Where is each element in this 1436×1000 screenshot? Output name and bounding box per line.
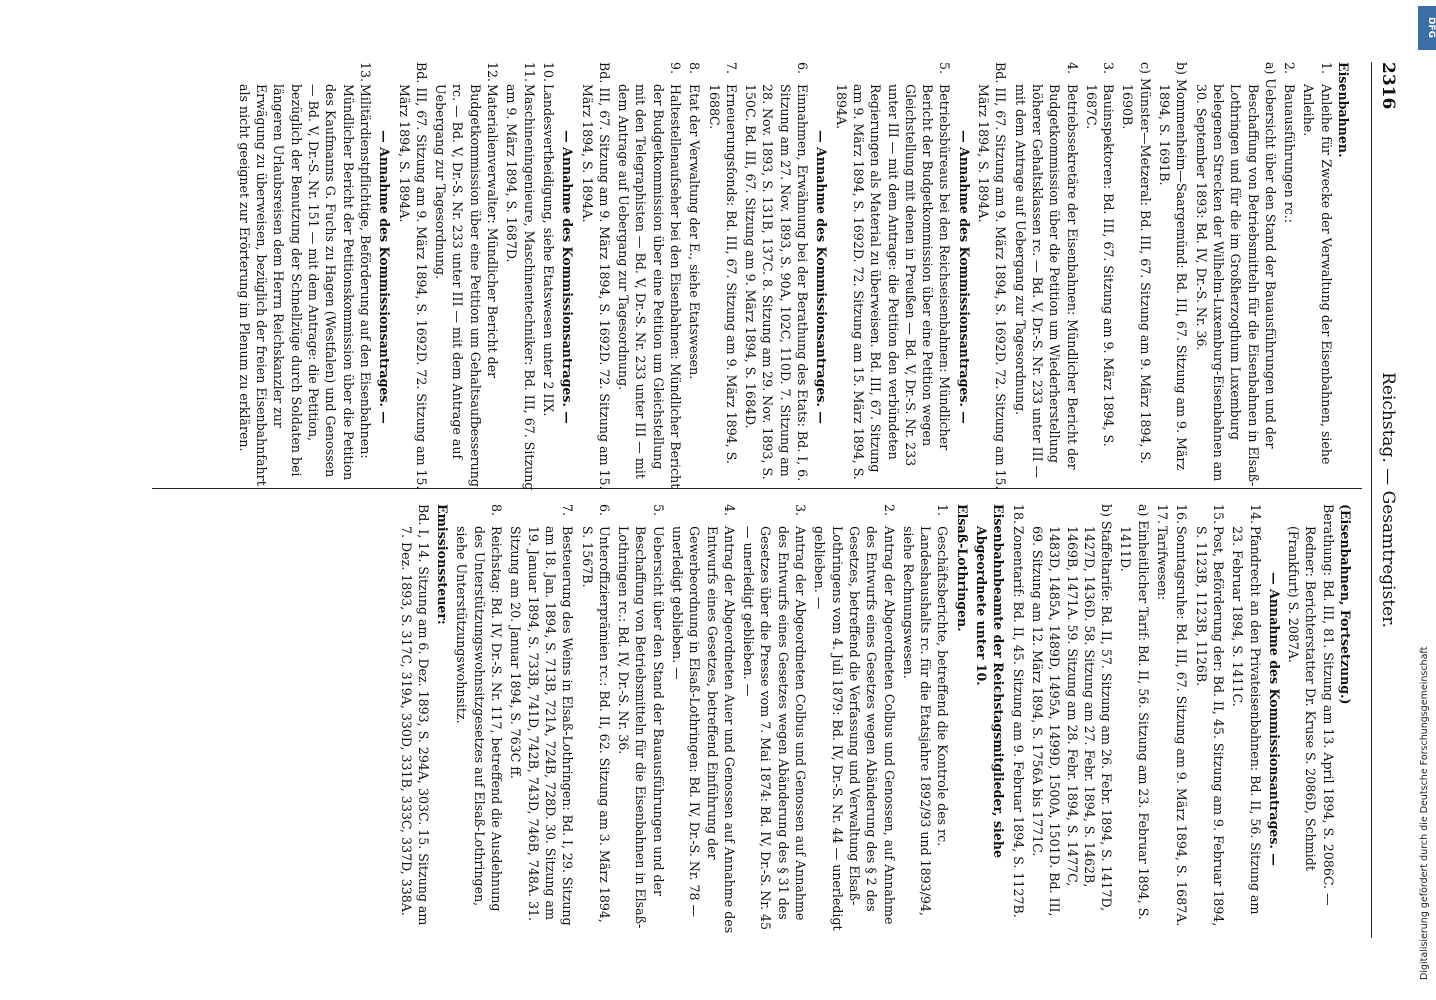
entry-number: 9. (668, 62, 684, 75)
dfg-logo-icon: DFG (1418, 6, 1436, 50)
index-entry (1192, 62, 1278, 492)
index-entry (1154, 504, 1171, 934)
index-entry (1117, 504, 1152, 934)
entry-text: — Annahme des Kommissionsantrages. — (377, 130, 393, 424)
entry-number: 4. (721, 504, 737, 517)
entry-text: — Annahme des Kommissionsantrages. — (560, 130, 576, 424)
entry-text: Etat der Verwaltung der E., siehe Etatswesen. (687, 84, 703, 380)
entry-text: Bd. III, 67. Sitzung am 9. März 1894, S. 1692D. 72. Sitzung am 15. März 1894, S. 1894A. (976, 62, 1009, 490)
entry-text: Betriebsbüreaus bei den Reichseisenbahnen: Mündlicher Bericht der Budgetkommission über eine Petition wegen Gleichstellung mit denen in Preußen — Bd. V, Dr.-S. Nr. 233 unter III — mit dem Antrage: die Petition den verbündeten Regierungen als Material zu überweisen. Bd. III, 67. Sitzung am 9. März 1894, S. 1692D. 72. Sitzung am 15. März 1894, S. 1894A. (833, 84, 953, 480)
entry-number: 10. (540, 62, 556, 83)
entry-number: 17. (1155, 504, 1171, 525)
entry-number: 8. (489, 504, 505, 517)
entry-text: Bd. III, 67. Sitzung am 9. März 1894, S. 1692D. 72. Sitzung am 15. März 1894, S. 1894A. (579, 62, 612, 490)
entry-text: Einnahmen, Erwähnung bei der Berathung des Etats: Bd. I, 6. Sitzung am 27. Nov. 1893, S. 90A, 102C, 110D. 7. Sitzung am 28. Nov. 1893, S. 131B, 137C. 8. Sitzung am 29. Nov. 1893, S. 150C. Bd. III, 67. Sitzung am 9. März 1894, S. 1684D. (743, 84, 811, 482)
index-entry (742, 62, 811, 492)
entry-number: 14. (1247, 504, 1263, 525)
index-entry (559, 62, 576, 492)
digitization-credit: Digitalisierung gefördert durch die Deutsche Forschungsgemeinschaft (1419, 646, 1430, 980)
index-entry (900, 504, 952, 934)
entry-number: 5. (937, 62, 953, 75)
entry-number: 4. (1064, 62, 1080, 75)
index-entry (669, 504, 738, 934)
index-entry (1083, 62, 1118, 492)
entry-number: 2. (1282, 62, 1298, 75)
entry-number: 18. (1010, 504, 1026, 525)
index-entry (578, 62, 613, 492)
entry-text: b) Staffeltarife: Bd. II, 57. Sitzung am 26. Febr. 1894, S. 1417D, 1427D, 1436D. 58. Sitzung am 27. Febr. 1894, S. 1462B, 1469B, 1471A. 59. Sitzung am 28. Febr. 1894, S. 1477C, 1483D, 1485A, 1489D, 1495A, 1499D, 1500A, 1501D. Bd. III, 69. Sitzung am 12. März 1894, S. 1756A bis 1771C. (1029, 504, 1115, 917)
index-entry (540, 62, 557, 492)
index-entry (615, 62, 684, 492)
index-entry (740, 504, 809, 934)
entry-text: Materialienverwalter: Mündlicher Bericht der Budgetkommission über eine Petition um Gehaltsaufbesserung rc. — Bd. V, Dr.-S. Nr. 233 unter III — mit dem Antrage auf Uebergang zur Tagesordnung. (433, 84, 501, 487)
left-entries (236, 62, 1335, 492)
index-entry (1173, 504, 1190, 934)
entry-text: Pfandrecht an den Privateisenbahnen: Bd. II, 56. Sitzung am 23. Februar 1894, S. 1411C. (1230, 526, 1263, 915)
index-entry (1009, 504, 1026, 934)
entry-text: Geschäftsberichte, betreffend die Kontrole des rc. Landeshaushalts rc. für die Etatsjahre 1892/93 und 1893/94, siehe Rechnungswesen. (900, 526, 951, 916)
entry-number: 1. (935, 504, 951, 517)
index-entry (1300, 62, 1335, 492)
index-entry (507, 504, 576, 934)
entry-text: Antrag der Abgeordneten Auer und Genossen auf Annahme des Entwurfs eines Gesetzes, betreffend Einführung der Gewerbeordnung in Elsaß-Lothringen: Bd. IV, Dr.-S. Nr. 78 — unerledigt geblieben. — (670, 526, 737, 934)
index-entry (1029, 504, 1115, 934)
entry-text: Uebersicht über den Stand der Bauausführungen und der Beschaffung von Betriebsmitteln für die Eisenbahnen in Elsaß-Lothringen rc.: Bd. IV, Dr.-S. Nr. 36. (616, 526, 666, 929)
left-column (234, 62, 1354, 492)
index-entry (832, 62, 953, 492)
entry-number: 11. (521, 62, 537, 83)
index-entry (397, 504, 432, 934)
entry-number: 2. (881, 504, 897, 517)
section-heading-continued: (Eisenbahnen, Fortsetzung.) (1338, 504, 1353, 705)
entry-text: a) Einheitlicher Tarif: Bd. II, 56. Sitzung am 23. Februar 1894, S. 1411D. (1118, 504, 1151, 920)
running-title: Reichstag. — Gesamtregister. (1378, 372, 1398, 628)
entry-number: 3. (793, 504, 809, 517)
entry-text: Berathung: Bd. III, 81. Sitzung am 13. April 1894, S. 2086C. — Redner: Berichterstatter Dr. Kruse S. 2086D, Schmidt (Frankfurt) S. 2087A. (1286, 504, 1336, 906)
entry-text: — Annahme des Kommissionsantrages. — (956, 130, 972, 424)
entry-number: 3. (1101, 62, 1117, 75)
entry-number: 5. (650, 504, 666, 517)
entry-text: Militärdienstpflichtige, Beförderung auf den Eisenbahnen: Mündlicher Bericht der Petitionskommission über die Petition des Kaufmanns G. Fuchs zu Hagen (Westfalen) und Genossen — Bd. V, Dr.-S. Nr. 151 — mit dem Antrage: die Petition, bezüglich der Benutzung der Schnellzüge durch Soldaten bei längeren Urlaubsreisen dem Herrn Reichskanzler zur Erwägung zu überweisen, bezüglich der freien Eisenbahnfahrt als nicht geeignet zur Erörterung im Plenum zu erklären. (236, 84, 373, 486)
index-entry (503, 62, 538, 492)
entry-number: 1. (1318, 62, 1334, 75)
index-entry (1229, 504, 1264, 934)
entry-number: 6. (596, 504, 612, 517)
entry-number: 7. (560, 504, 576, 517)
entry-text: Zonentarif: Bd. II, 45. Sitzung am 9. Februar 1894, S. 1127B. (1010, 526, 1026, 918)
entry-text: Erneuerungsfonds: Bd. III, 67. Sitzung am 9. März 1894, S. 1688C. (706, 84, 739, 464)
index-entry (1266, 504, 1283, 934)
entry-text: Besteuerung des Weins in Elsaß-Lothringen: Bd. I, 29. Sitzung am 18. Jan. 1894, S. 713B, 721A, 724B, 728D. 30. Sitzung am 19. Januar 1894, S. 733B, 741D, 742B, 743D, 746B, 748A. 31. Sitzung am 20. Januar 1894, S. 763C ff. (508, 526, 576, 926)
entry-number: 7. (723, 62, 739, 75)
header-rule (1371, 62, 1372, 938)
entry-text: — Annahme des Kommissionsantrages. — (814, 130, 830, 424)
index-entry (686, 62, 703, 492)
entry-text: Betriebssekretäre der Eisenbahnen: Mündlicher Bericht der Budgetkommission über die Petition um Wiederherstellung höherer Gehaltsklassen rc. — Bd. V, Dr.-S. Nr. 233 unter III — mit dem Antrage auf Uebergang zur Tagesordnung. (1012, 84, 1080, 479)
entry-number: 12. (485, 62, 501, 83)
index-entry (1011, 62, 1080, 492)
entry-text: Eisenbahnbeamte der Reichstagsmitglieder, siehe Abgeordnete unter 10. (974, 504, 1007, 859)
entry-text: Emissionssteuer: (435, 504, 451, 625)
entry-number: 13. (357, 62, 373, 83)
index-entry (578, 504, 613, 934)
entry-text: a) Uebersicht über den Stand der Bauausführungen und der Beschaffung von Betriebsmitteln für die Eisenbahnen in Elsaß-Lothringen und für die im Großherzogthum Luxemburg belegenen Strecken der Wilhelm-Luxemburg-Eisenbahnen am 30. September 1893: Bd. IV, Dr.-S. Nr. 36. (1193, 62, 1278, 487)
entry-text: Reichstag: Bd. IV, Dr.-S. Nr. 117, betreffend die Ausdehnung des Unterstützungswohnsitzgesetzes auf Elsaß-Lothringen, siehe Unterstützungswohnsitz. (454, 526, 505, 912)
index-entry (953, 504, 970, 934)
entry-number: 16. (1174, 504, 1190, 525)
entry-text: Sonntagsruhe: Bd. III, 67. Sitzung am 9. März 1894, S. 1687A. (1174, 526, 1190, 927)
index-entry (973, 504, 1008, 934)
index-entry (434, 504, 451, 934)
index-entry (811, 504, 897, 934)
index-entry (453, 504, 505, 934)
entry-text: — Annahme des Kommissionsantrages. — (1266, 572, 1282, 866)
entry-text: Elsaß-Lothringen. (954, 504, 970, 632)
index-entry (705, 62, 740, 492)
page-number: 2316 (1378, 62, 1398, 110)
entry-number: 6. (795, 62, 811, 75)
index-entry (1119, 62, 1154, 492)
entry-text: Post, Beförderung der: Bd. II, 45. Sitzung am 9. Februar 1894, S. 1123B, 1123B, 1126B. (1193, 526, 1226, 927)
entry-text: b) Mommenheim—Saargemünd: Bd. III, 67. Sitzung am 9. März 1894, S. 1691B. (1157, 62, 1190, 471)
entry-text: Antrag der Abgeordneten Colbus und Genossen auf Annahme des Entwurfs eines Gesetzes wegen Abänderung des § 31 des Gesetzes über die Presse vom 7. Mai 1874: Bd. IV, Dr.-S. Nr. 45 — unerledigt geblieben. — (741, 526, 809, 931)
index-entry (236, 62, 374, 492)
index-entry (1285, 504, 1337, 934)
entry-text: Maschineningenieure, Maschinentechniker: Bd. III, 67. Sitzung am 9. März 1894, S. 1687D. (504, 84, 537, 491)
index-entry (975, 62, 1010, 492)
index-entry (1281, 62, 1298, 492)
entry-text: c) Münster—Metzeral: Bd. III, 67. Sitzung am 9. März 1894, S. 1690B. (1120, 62, 1153, 464)
entry-text: Unteroffizierprämien rc.: Bd. II, 62. Sitzung am 3. März 1894, S. 1567B. (579, 526, 612, 923)
entry-number: 15. (1210, 504, 1226, 525)
entry-text: Landesvertheidigung, siehe Etatswesen unter 2 IIX. (540, 84, 556, 417)
right-column (395, 504, 1354, 934)
index-entry (813, 62, 830, 492)
entry-text: Anleihe für Zwecke der Verwaltung der Eisenbahnen, siehe Anleihe. (1301, 84, 1334, 465)
index-entry (395, 62, 430, 492)
entry-text: Bauinspektoren: Bd. III, 67. Sitzung am 9. März 1894, S. 1687C. (1083, 84, 1117, 447)
right-entries (397, 504, 1336, 934)
entry-text: Antrag der Abgeordneten Colbus und Genossen, auf Annahme des Entwurfs eines Gesetzes wegen Abänderung des § 2 des Gesetzes, betreffend die Verfassung und Verwaltung Elsaß-Lothringens vom 4. Juli 1879: Bd. IV, Dr.-S. Nr. 44 — unerledigt geblieben. — (812, 526, 897, 931)
index-entry (955, 62, 972, 492)
index-entry (376, 62, 393, 492)
entry-number: 8. (687, 62, 703, 75)
entry-text: Bd. III, 67. Sitzung am 9. März 1894, S. 1692D. 72. Sitzung am 15. März 1894, S. 1894A. (396, 62, 429, 490)
index-entry (615, 504, 667, 934)
section-heading-eisenbahnen: Eisenbahnen. (1336, 62, 1351, 158)
entry-text: Bd. I, 14. Sitzung am 6. Dez. 1893, S. 294A, 303C. 15. Sitzung am 7. Dez. 1893, S. 317C, 319A, 330D, 331B, 333C, 337D, 338A. (398, 504, 431, 926)
index-entry (1156, 62, 1191, 492)
entry-text: Haltestellenaufseher bei den Eisenbahnen: Mündlicher Bericht der Budgetkommission über eine Petition um Gleichstellung mit den Telegraphisten — Bd. V, Dr.-S. Nr. 233 unter III — mit dem Antrage auf Uebergang zur Tagesordnung. (616, 84, 684, 489)
index-entry (1192, 504, 1227, 934)
index-entry (432, 62, 501, 492)
entry-text: Bauausführungen rc.: (1282, 84, 1298, 224)
entry-text: Tarifwesen: (1155, 526, 1171, 601)
